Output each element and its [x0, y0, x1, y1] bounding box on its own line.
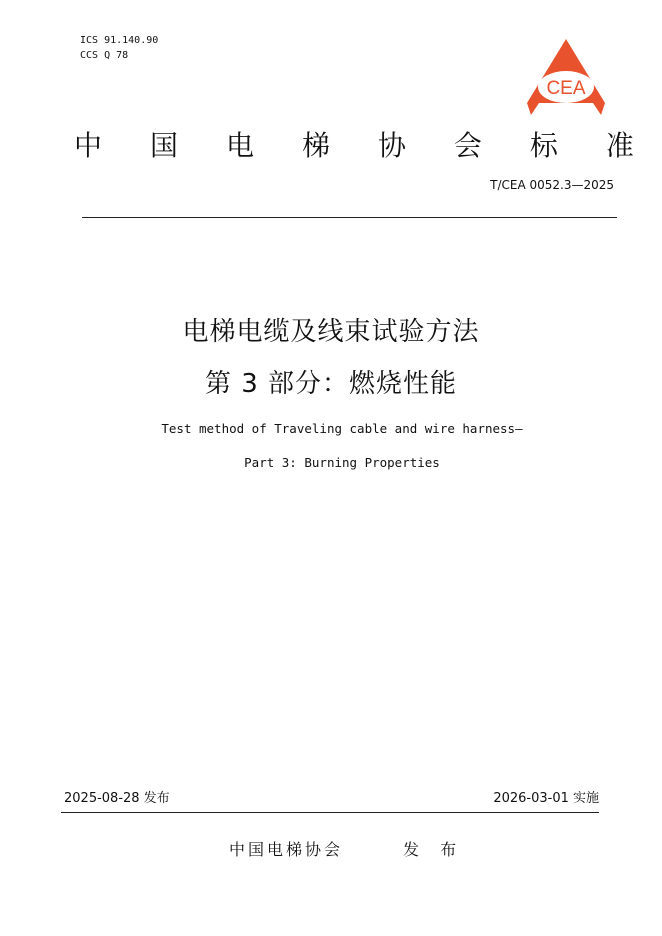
- ics-code: ICS 91.140.90: [80, 35, 159, 46]
- publisher-name: 中国电梯协会: [229, 840, 344, 859]
- classification-codes: [80, 33, 158, 63]
- document-subtitle-en: Part 3: Burning Properties: [244, 455, 440, 470]
- org-title-char: 梯: [301, 129, 330, 162]
- issue-date: 2025-08-28 发布: [64, 791, 170, 806]
- org-title-char: 准: [605, 129, 634, 162]
- org-title-char: 协: [377, 129, 406, 162]
- footer-divider: [61, 812, 599, 813]
- org-title-char: 中: [74, 129, 103, 162]
- org-title-char: 国: [149, 129, 178, 162]
- ccs-code: CCS Q 78: [80, 50, 129, 61]
- document-title-cn: 电梯电缆及线束试验方法: [182, 317, 480, 347]
- standard-number: T/CEA 0052.3—2025: [490, 178, 614, 192]
- cea-logo-notch-right: [593, 103, 605, 115]
- document-title-en: Test method of Traveling cable and wire harness—: [161, 421, 523, 436]
- org-title-char: 会: [453, 129, 482, 162]
- publish-label: 发 布: [403, 840, 465, 859]
- org-title-char: 电: [225, 129, 254, 162]
- cea-logo: [525, 37, 607, 117]
- header-divider: [82, 217, 617, 218]
- cea-logo-notch-left: [527, 103, 539, 115]
- org-standard-title: [74, 128, 634, 164]
- document-subtitle-cn: 第 3 部分：燃烧性能: [204, 369, 458, 399]
- org-title-char: 标: [529, 129, 558, 162]
- cea-logo-text: CEA: [546, 78, 586, 99]
- implementation-date: 2026-03-01 实施: [493, 791, 599, 806]
